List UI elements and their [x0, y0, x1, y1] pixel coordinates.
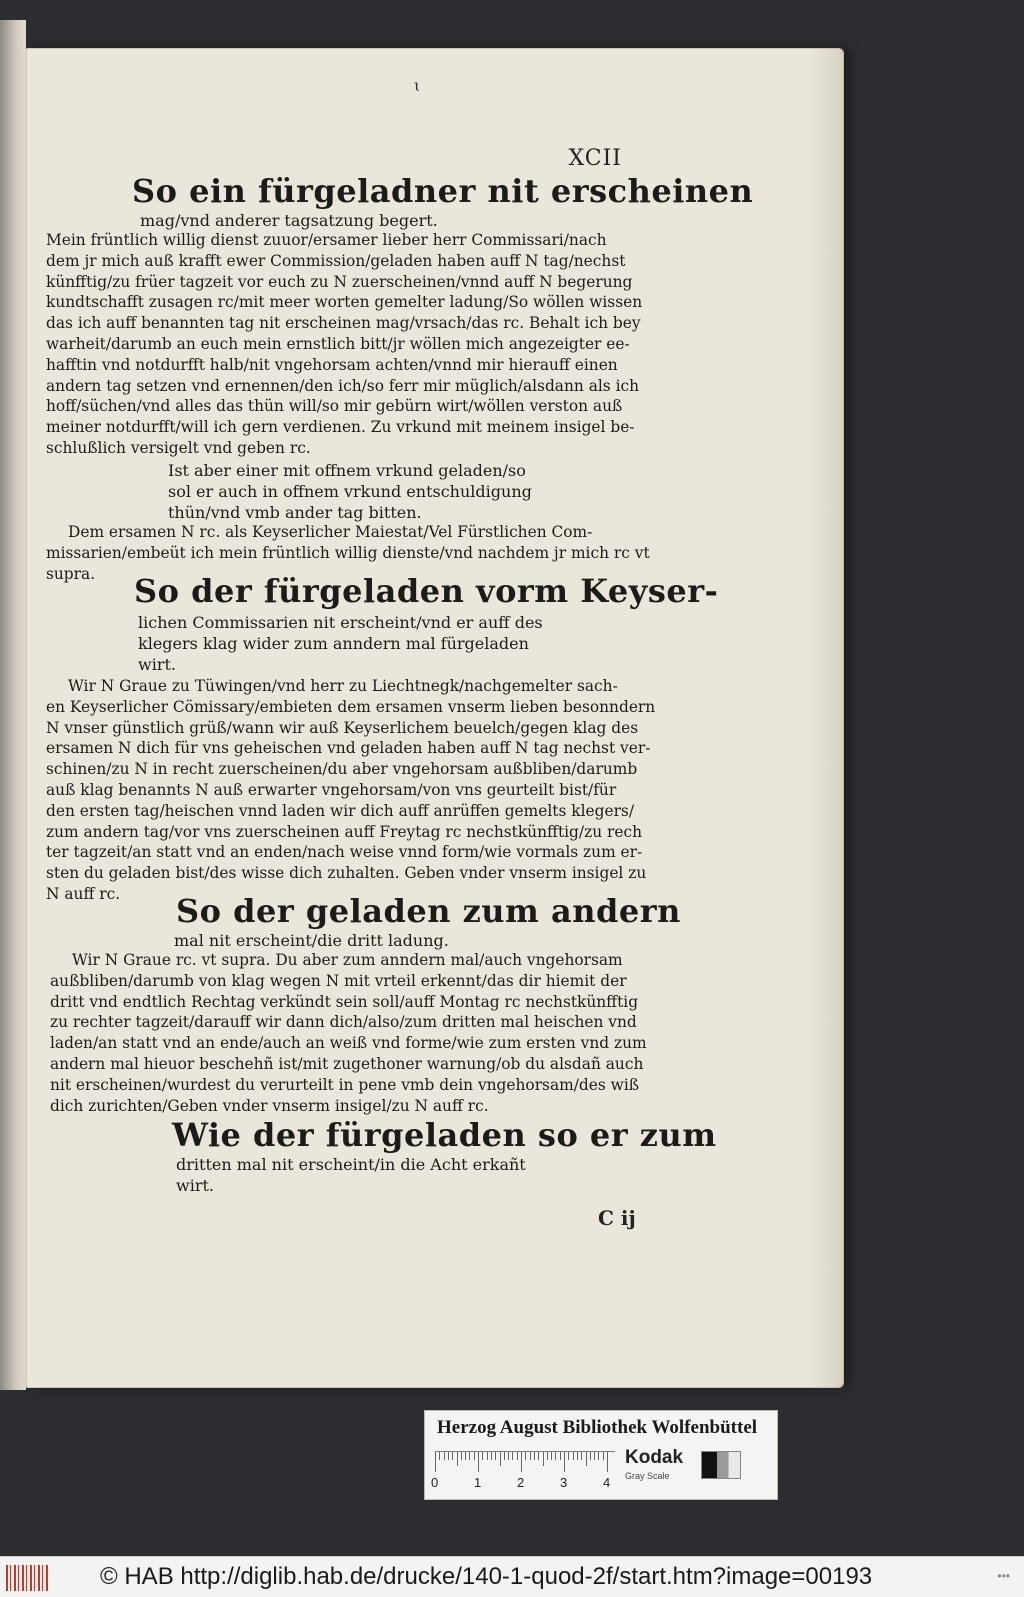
ruler-tick: [534, 1452, 535, 1460]
book-page: [26, 48, 844, 1388]
ruler-tick: [478, 1452, 479, 1472]
text-line: das ich auff benannten tag nit erscheinen mag/vrsach/das rc. Behalt ich bey: [46, 314, 641, 333]
text-line: auß klag benannts N auß erwarter vngehorsam/von vns geurteilt bist/für: [46, 780, 617, 799]
subhead-line: mal nit erscheint/die dritt ladung.: [174, 931, 449, 950]
ruler-tick: [590, 1452, 591, 1460]
ruler-tick: [573, 1452, 574, 1460]
text-line: thün/vnd vmb ander tag bitten.: [168, 503, 422, 522]
section-4-heading-block: [172, 1116, 842, 1154]
ruler-tick: [530, 1452, 531, 1460]
text-line: hoff/süchen/vnd alles das thün will/so mir gebürn wirt/wöllen verston auß: [46, 397, 623, 416]
ruler-tick: [594, 1452, 595, 1460]
ruler-tick: [482, 1452, 483, 1460]
library-name: Herzog August Bibliothek Wolfenbüttel: [437, 1417, 758, 1438]
ruler-tick: [603, 1452, 604, 1460]
ruler-tick: [444, 1452, 445, 1460]
ruler-tick: [469, 1452, 470, 1460]
ruler-tick: [551, 1452, 552, 1460]
adjacent-page-marks: [4, 260, 18, 560]
hab-logo-icon: [6, 1565, 48, 1591]
ruler-tick: [564, 1452, 565, 1472]
text-line: Wir N Graue zu Tüwingen/vnd herr zu Liechtnegk/nachgemelter sach-: [68, 677, 618, 695]
ruler-tick: [500, 1452, 501, 1466]
ruler-tick: [474, 1452, 475, 1460]
ruler-tick: [543, 1452, 544, 1466]
text-line: en Keyserlicher Cömissary/embieten dem ersamen vnserm lieben besonndern: [46, 697, 656, 716]
ruler-tick: [607, 1452, 608, 1472]
text-line: außbliben/darumb von klag wegen N mit vrteil erkennt/das dir hiemit der: [50, 971, 627, 990]
text-line: missarien/embeüt ich mein früntlich willig dienste/vnd nachdem jr mich rc vt: [46, 543, 650, 562]
text-line: dritt vnd endtlich Rechtag verkündt sein soll/auff Montag rc nechstkünfftig: [50, 992, 639, 1011]
ruler-tick: [581, 1452, 582, 1460]
section-1-paragraph: [46, 230, 716, 459]
ruler-tick: [538, 1452, 539, 1460]
text-line: laden/an statt vnd an ende/auch an weiß vnd forme/wie zum ersten vnd zum: [50, 1034, 647, 1053]
ruler-tick: [448, 1452, 449, 1460]
ruler-tick: [560, 1452, 561, 1460]
text-line: zu rechter tagzeit/darauff wir dann dich/also/zum dritten mal heischen vnd: [50, 1013, 637, 1032]
kodak-logo: Kodak: [625, 1447, 684, 1468]
subhead-line: wirt.: [138, 655, 176, 674]
ruler-tick: [555, 1452, 556, 1460]
text-line: den ersten tag/heischen vnnd laden wir dich auff anrüffen gemelts klegers/: [46, 801, 635, 820]
scale-number: 3: [560, 1475, 568, 1490]
text-line: ersamen N dich für vns geheischen vnd geladen haben auff N tag nechst ver-: [46, 739, 651, 758]
text-line: sten du geladen bist/des wisse dich zuhalten. Geben vnder vnserm insigel zu: [46, 864, 647, 883]
text-line: hafftin vnd notdurfft halb/nit vngehorsam achten/vnnd mir hierauff einen: [46, 355, 618, 374]
ruler-scale: [435, 1451, 615, 1474]
ruler-tick: [465, 1452, 466, 1460]
text-line: künfftig/zu früer tagzeit vor euch zu N zuerscheinen/vnnd auff N begerung: [46, 272, 633, 291]
ruler-tick: [439, 1452, 440, 1460]
text-line: dich zurichten/Geben vnder vnserm insigel/zu N auff rc.: [50, 1096, 489, 1115]
ruler-tick: [452, 1452, 453, 1460]
text-line: kundtschafft zusagen rc/mit meer worten gemelter ladung/So wöllen wissen: [46, 293, 643, 312]
subhead-line: lichen Commissarien nit erscheint/vnd er auff des: [138, 613, 543, 632]
adjacent-page-edge: [0, 20, 26, 1390]
scale-number: 1: [474, 1475, 482, 1490]
section-3-subhead: [174, 930, 844, 951]
section-1-indent-note: [168, 460, 568, 523]
section-heading: So der geladen zum andern: [176, 892, 681, 930]
text-line: meiner notdurfft/will ich gern verdienen. Zu vrkund mit meinem insigel be-: [46, 418, 635, 437]
ruler-tick: [568, 1452, 569, 1460]
section-1-heading-block: [132, 172, 802, 210]
page-top-mark: ɩ: [414, 76, 421, 95]
text-line: dem jr mich auß krafft ewer Commission/geladen haben auff N tag/nechst: [46, 251, 626, 270]
text-line: nit erscheinen/wurdest du verurteilt in pene vmb dein vngehorsam/des wiß: [50, 1075, 640, 1094]
section-heading: So ein fürgeladner nit erscheinen: [132, 172, 754, 210]
text-line: zum andern tag/vor vns zuerscheinen auff Freytag rc nechstkünfftig/zu rech: [46, 822, 642, 841]
ruler-tick: [525, 1452, 526, 1460]
section-3-heading-block: [176, 892, 846, 930]
ruler-tick: [508, 1452, 509, 1460]
text-line: N auff rc.: [46, 884, 121, 903]
ruler-tick: [577, 1452, 578, 1460]
ruler-tick: [504, 1452, 505, 1460]
text-line: ter tagzeit/an statt vnd an enden/nach weise vnnd form/wie vormals zum er-: [46, 843, 643, 862]
subhead-line: dritten mal nit erscheint/in die Acht erkañt: [176, 1155, 526, 1174]
gray-scale-swatch: [701, 1451, 741, 1479]
text-line: Ist aber einer mit offnem vrkund geladen/so: [168, 461, 526, 480]
section-heading: Wie der fürgeladen so er zum: [172, 1116, 717, 1154]
ruler-tick: [517, 1452, 518, 1460]
text-line: warheit/darumb an euch mein ernstlich bitt/jr wöllen mich angezeigter ee-: [46, 334, 630, 353]
ruler-tick: [487, 1452, 488, 1460]
ruler-tick: [547, 1452, 548, 1460]
subhead-line: klegers klag wider zum anndern mal fürgeladen: [138, 634, 529, 653]
ruler-tick: [586, 1452, 587, 1466]
folio-number: XCII: [568, 146, 622, 171]
ruler-tick: [461, 1452, 462, 1460]
page-gutter-shade: [808, 48, 844, 1388]
library-color-card: [424, 1410, 778, 1500]
text-line: schinen/zu N in recht zuerscheinen/du aber vngehorsam außbliben/darumb: [46, 760, 638, 779]
footer-bar: [0, 1556, 1024, 1597]
footer-url[interactable]: © HAB http://diglib.hab.de/drucke/140-1-quod-2f/start.htm?image=00193: [100, 1563, 873, 1590]
text-line: N vnser günstlich grüß/wann wir auß Keyserlichem beuelch/gegen klag des: [46, 718, 639, 737]
footer-dots-icon: •••: [997, 1569, 1010, 1583]
scale-number: 2: [517, 1475, 525, 1490]
subhead-line: wirt.: [176, 1176, 214, 1195]
text-line: Mein früntlich willig dienst zuuor/ersamer lieber herr Commissari/nach: [46, 231, 607, 249]
ruler-tick: [491, 1452, 492, 1460]
gray-scale-label: Gray Scale: [625, 1471, 670, 1481]
section-2-subhead: [138, 612, 568, 675]
ruler-tick: [598, 1452, 599, 1460]
text-line: andern mal hieuor beschehñ ist/mit zugethoner warnung/ob du alsdañ auch: [50, 1054, 644, 1073]
ruler-tick: [521, 1452, 522, 1472]
text-line: Dem ersamen N rc. als Keyserlicher Maiestat/Vel Fürstlichen Com-: [68, 523, 593, 541]
text-line: supra.: [46, 564, 96, 583]
text-line: andern tag setzen vnd ernennen/den ich/so ferr mir müglich/alsdann als ich: [46, 376, 640, 395]
text-line: Wir N Graue rc. vt supra. Du aber zum anndern mal/auch vngehorsam: [72, 951, 623, 969]
signature-mark: C ij: [598, 1206, 636, 1230]
scale-number: 4: [603, 1475, 611, 1490]
scale-number: 0: [431, 1475, 439, 1490]
subhead-line: mag/vnd anderer tagsatzung begert.: [140, 211, 438, 230]
section-4-subhead: [176, 1154, 596, 1196]
section-1-subhead: [140, 210, 810, 231]
section-2-paragraph: [46, 676, 716, 905]
section-heading: So der fürgeladen vorm Keyser-: [134, 572, 719, 610]
ruler-tick: [435, 1452, 436, 1472]
section-2-heading-block: [134, 572, 804, 610]
ruler-tick: [457, 1452, 458, 1466]
ruler-tick: [495, 1452, 496, 1460]
text-line: sol er auch in offnem vrkund entschuldigung: [168, 482, 532, 501]
ruler-tick: [512, 1452, 513, 1460]
section-3-paragraph: [50, 950, 720, 1116]
text-line: schlußlich versigelt vnd geben rc.: [46, 438, 311, 457]
